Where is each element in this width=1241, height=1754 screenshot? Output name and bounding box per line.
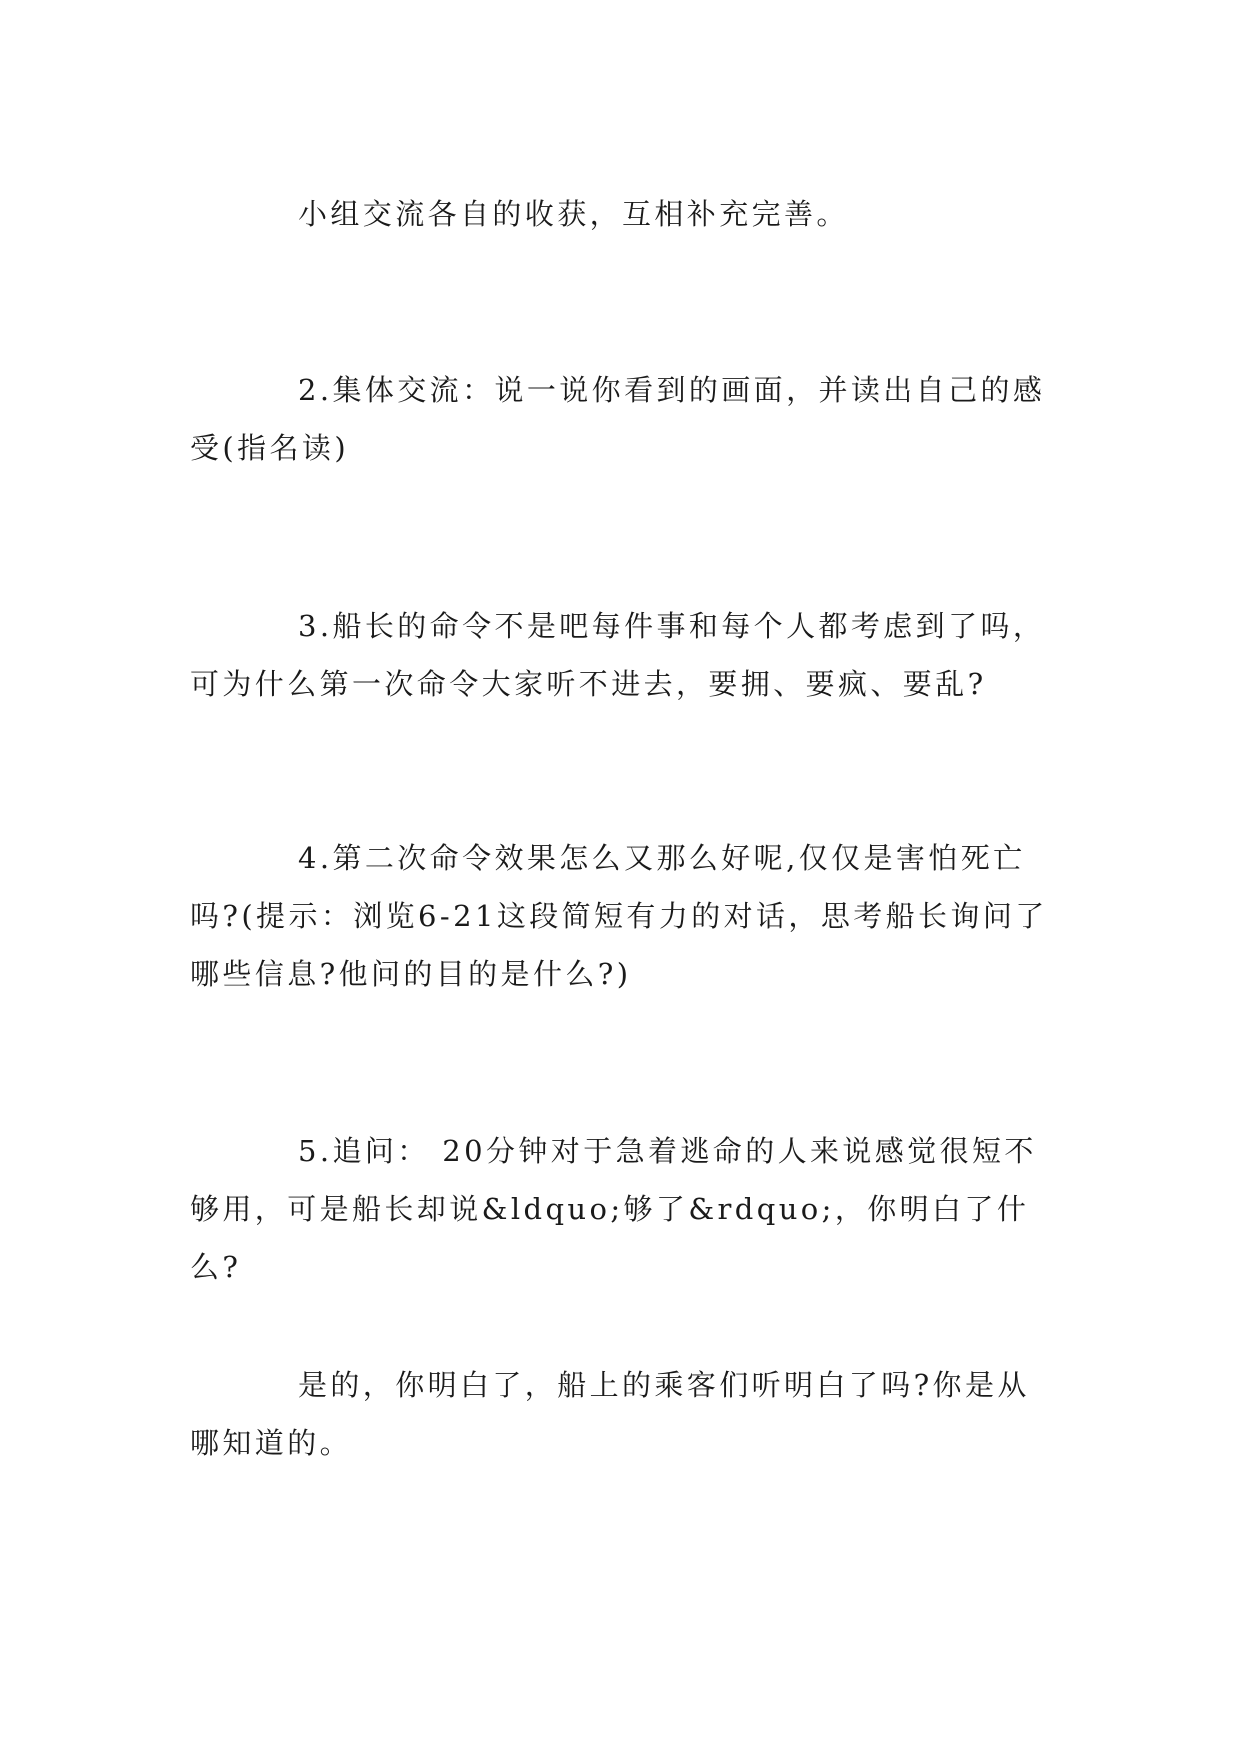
paragraph-item-3: 3.船长的命令不是吧每件事和每个人都考虑到了吗，可为什么第一次命令大家听不进去，要拥、要疯、要乱? (190, 609, 1046, 701)
paragraph-conclusion: 是的，你明白了，船上的乘客们听明白了吗?你是从哪知道的。 (190, 1368, 1030, 1460)
paragraph-item-4: 4.第二次命令效果怎么又那么好呢,仅仅是害怕死亡吗?(提示：浏览6-21这段简短有力的对话，思考船长询问了哪些信息?他问的目的是什么?) (190, 841, 1048, 991)
paragraph-item-2: 2.集体交流：说一说你看到的画面，并读出自己的感受(指名读) (190, 373, 1046, 465)
paragraph-item-5: 5.追问： 20分钟对于急着逃命的人来说感觉很短不够用，可是船长却说&ldquo;够了&rdquo;，你明白了什么? (190, 1134, 1037, 1284)
paragraph-group-exchange: 小组交流各自的收获，互相补充完善。 (298, 197, 849, 231)
